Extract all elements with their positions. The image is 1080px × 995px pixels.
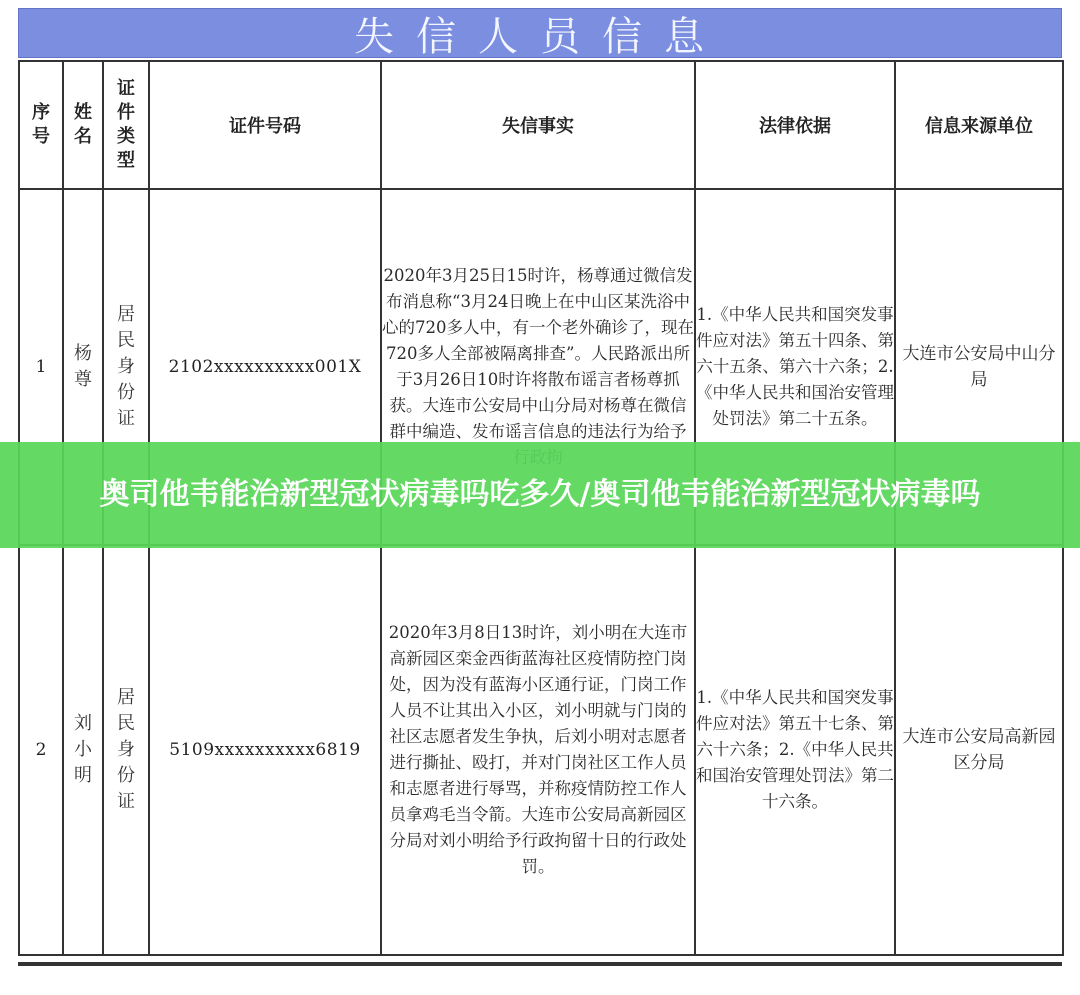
header-id-number: 证件号码 bbox=[149, 61, 381, 189]
row-legal-basis: 1.《中华人民共和国突发事件应对法》第五十七条、第六十六条；2.《中华人民共和国治安管理处罚法》第二十六条。 bbox=[695, 545, 895, 955]
document-title: 失信人员信息 bbox=[354, 13, 726, 60]
headline-text[interactable]: 奥司他韦能治新型冠状病毒吗吃多久/奥司他韦能治新型冠状病毒吗 bbox=[99, 477, 981, 512]
bottom-rule bbox=[18, 962, 1062, 966]
header-fact: 失信事实 bbox=[381, 61, 695, 189]
row-id-number: 5109xxxxxxxxxx6819 bbox=[149, 545, 381, 955]
row-source: 大连市公安局高新园区分局 bbox=[895, 545, 1063, 955]
row-seq: 1 bbox=[19, 189, 63, 545]
row-fact: 2020年3月8日13时许，刘小明在大连市高新园区栾金西街蓝海社区疫情防控门岗处，因为没有蓝海小区通行证，门岗工作人员不让其出入小区，刘小明就与门岗的社区志愿者发生争执，后刘小明对志愿者进行撕扯、殴打，并对门岗社区工作人员和志愿者进行辱骂，并称疫情防控工作人员拿鸡毛当令箭。大连市公安局高新园区分局对刘小明给予行政拘留十日的行政处罚。 bbox=[381, 545, 695, 955]
header-source: 信息来源单位 bbox=[895, 61, 1063, 189]
header-row bbox=[19, 61, 1063, 189]
headline-banner[interactable] bbox=[0, 442, 1080, 548]
row-source: 大连市公安局中山分局 bbox=[895, 189, 1063, 545]
header-seq: 序号 bbox=[19, 61, 63, 189]
title-band bbox=[18, 8, 1062, 58]
row-id-type: 居民身份证 bbox=[103, 189, 149, 545]
row-name: 刘小明 bbox=[63, 545, 103, 955]
row-id-number: 2102xxxxxxxxxx001X bbox=[149, 189, 381, 545]
row-fact: 2020年3月25日15时许，杨尊通过微信发布消息称“3月24日晚上在中山区某洗浴中心的720多人中，有一个老外确诊了，现在720多人全部被隔离排查”。人民路派出所于3月26日10时许将散布谣言者杨尊抓获。大连市公安局中山分局对杨尊在微信群中编造、发布谣言信息的违法行为给予 bbox=[381, 189, 695, 545]
row-id-type: 居民身份证 bbox=[103, 545, 149, 955]
table-row bbox=[19, 545, 1063, 955]
header-name: 姓名 bbox=[63, 61, 103, 189]
row-legal-basis: 1.《中华人民共和国突发事件应对法》第五十四条、第六十五条、第六十六条；2.《中华人民共和国治安管理处罚法》第二十五条。 bbox=[695, 189, 895, 545]
row-seq: 2 bbox=[19, 545, 63, 955]
row-name: 杨尊 bbox=[63, 189, 103, 545]
header-legal-basis: 法律依据 bbox=[695, 61, 895, 189]
header-id-type: 证件类型 bbox=[103, 61, 149, 189]
